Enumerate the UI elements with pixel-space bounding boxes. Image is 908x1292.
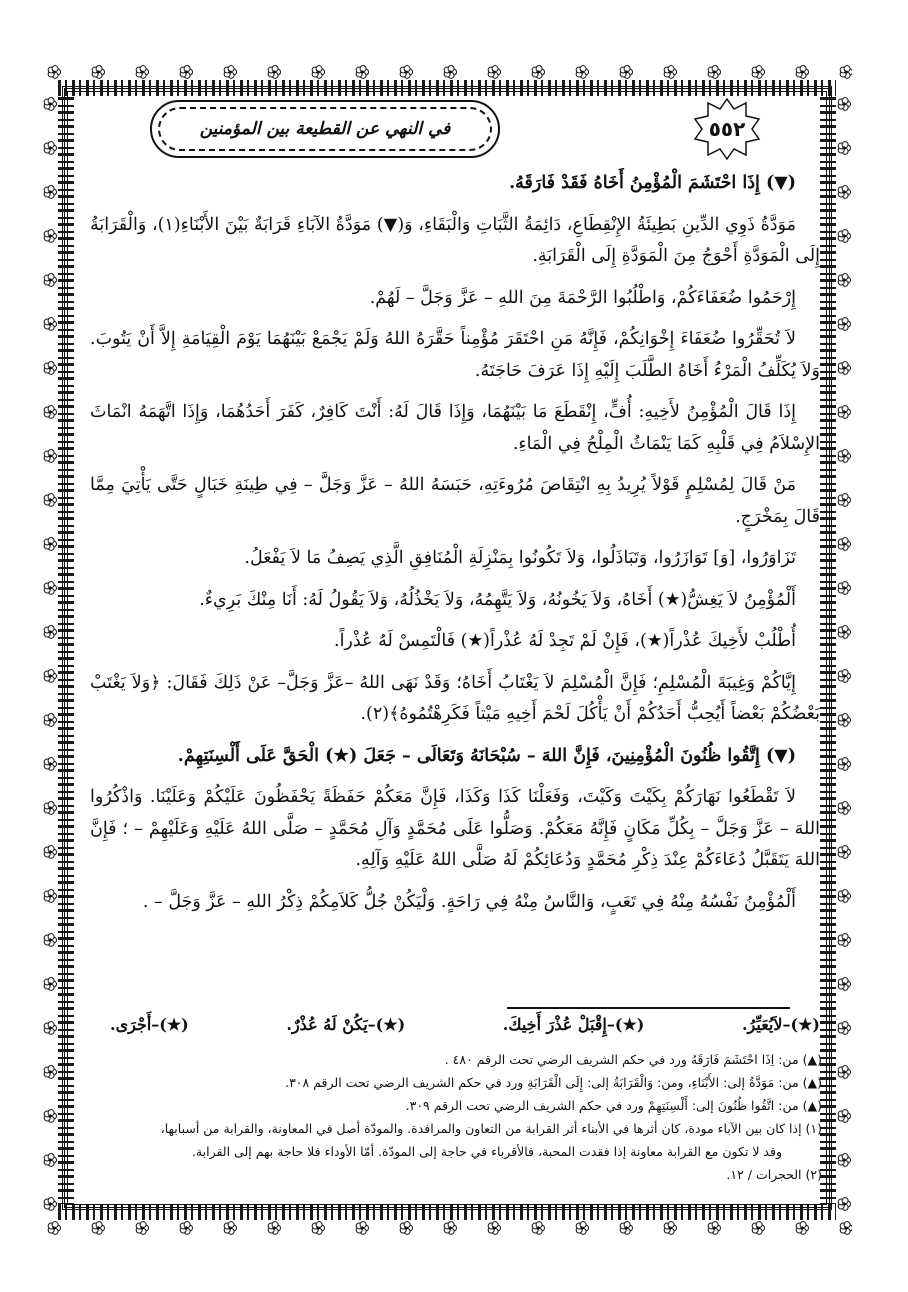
paragraph: أَلْمُؤْمِنُ نَفْسُهُ مِنْهُ فِي تَعَبٍ، وَالنَّاسُ مِنْهُ فِي رَاحَةٍ. وَلْيَكُنْ جُلُّ كَلاَمِكُمْ ذِكْرُ اللهِ – عَزَّ وَجَلَّ – . xyxy=(142,891,796,912)
glossary-item: (★)–أَجْرَى. xyxy=(110,1015,189,1034)
paragraph: (▼) إِذَا احْتَشَمَ الْمُؤْمِنُ أَخَاهُ فَقَدْ فَارَقَهُ. xyxy=(509,173,796,193)
paragraph: إِرْحَمُوا ضُعَفَاءَكُمْ، وَاطْلُبُوا الرَّحْمَةَ مِنَ اللهِ – عَزَّ وَجَلَّ – لَهُمْ. xyxy=(369,287,796,308)
paragraph: (▼) إِتَّقُوا ظُنُونَ الْمُؤْمِنِينَ، فَإِنَّ اللهَ – سُبْحَانَهُ وَتَعَالَى – جَعَلَ (★) الْحَقَّ عَلَى أَلْسِنَتِهِمْ. xyxy=(177,745,796,766)
paragraph: تَزَاوَرُوا، [وَ] تَوَازَرُوا، وَتَبَاذَلُوا، وَلاَ تَكُونُوا بِمَنْزِلَةِ الْمُنَافِقِ الَّذِي يَصِفُ مَا لاَ يَفْعَلُ. xyxy=(244,548,796,568)
paragraph: مَنْ قَالَ لِمُسْلِمٍ قَوْلاً يُرِيدُ بِهِ انْتِقَاصَ مُرُوءَتِهِ، حَبَسَهُ اللهُ – عَزَّ وَجَلَّ – فِي طِينَةِ خَبَالٍ حَتَّى يَأْتِيَ مِمَّا قَالَ بِمَخْرَجٍ. xyxy=(90,475,820,527)
paragraph: لاَ تُحَقِّرُوا ضُعَفَاءَ إِخْوَانِكُمْ، فَإِنَّهُ مَنِ احْتَقَرَ مُؤْمِناً حَقَّرَهُ اللهُ وَلَمْ يَجْمَعْ بَيْنَهُمَا يَوْمَ الْقِيَامَةِ إِلاَّ أَنْ يَتُوبَ. وَلاَ يُكَلِّفُ الْمَرْءُ أَخَاهُ الطَّلَبَ إِلَيْهِ إِذَا عَرَفَ حَاجَتَهُ. xyxy=(90,329,820,381)
main-text xyxy=(90,168,820,928)
footnote: (١) إذا كان بين الآباء مودة، كان أثرها في الأبناء أثر القرابة من التعاون والمرافدة. والمودّة أصل في المعاونة، والقرابة من أسبابها، xyxy=(160,1121,822,1136)
paragraph: إِذَا قَالَ الْمُؤْمِنُ لأَخِيهِ: أُفٍّ، إِنْقَطَعَ مَا بَيْنَهُمَا، وَإِذَا قَالَ لَهُ: أَنْتَ كَافِرٌ، كَفَرَ أَحَدُهُمَا، وَإِذَا اتَّهَمَهُ انْمَاثَ الإِسْلاَمُ فِي قَلْبِهِ كَمَا يَنْمَاثُ الْمِلْحُ فِي الْمَاءِ. xyxy=(90,402,820,454)
footnote: وقد لا تكون مع القرابة معاونة إذا فقدت المحبة، فالأقرباء في حاجة إلى المودّة. أمّا الأوداء فلا حاجة بهم إلى القرابة. xyxy=(191,1144,782,1159)
footnote: (▲) من: مَوَدَّةُ إلى: الأَبْنَاءِ، ومن: وَالْقَرَابَةُ إلى: إِلَى الْقَرَابَةِ ورد في حكم الشريف الرضي تحت الرقم ٣٠٨. xyxy=(285,1075,822,1090)
page-number-badge xyxy=(692,97,762,161)
chapter-title: في النهي عن القطيعة بين المؤمنين xyxy=(199,119,451,139)
footnote: (▲) من: اِذَا احْتَشَمَ فَارَقَهُ ورد في حكم الشريف الرضي تحت الرقم ٤٨٠ . xyxy=(444,1052,822,1067)
footnote: (▲) من: اتَّقُوا ظُنُونَ إلى: أَلْسِنَتِهِمْ ورد في حكم الشريف الرضي تحت الرقم ٣٠٩. xyxy=(405,1098,822,1113)
glossary-item: (★)–يَكُنْ لَهُ عُذْرٌ. xyxy=(286,1015,406,1034)
paragraph: أُطْلُبْ لأَخِيكَ عُذْراً(★)، فَإِنْ لَمْ تَجِدْ لَهُ عُذْراً(★) فَالْتَمِسْ لَهُ عُذْراً. xyxy=(334,631,796,651)
glossary-notes xyxy=(110,1015,820,1045)
page-number: ٥٥٢ xyxy=(708,117,746,141)
footnote: (٢) الحجرات / ١٢. xyxy=(726,1167,822,1182)
paragraph: أَلْمُؤْمِنُ لاَ يَغِشُّ(★) أَخَاهُ، وَلاَ يَخُونُهُ، وَلاَ يَتَّهِمُهُ، وَلاَ يَخْذُلُهُ، وَلاَ يَقُولُ لَهُ: أَنَا مِنْكَ بَرِيءٌ. xyxy=(199,589,796,610)
footnote-separator xyxy=(507,1007,790,1009)
paragraph: إِيَّاكُمْ وَغِيبَةَ الْمُسْلِمِ؛ فَإِنَّ الْمُسْلِمَ لاَ يَغْتَابُ أَخَاهُ؛ وَقَدْ نَهَى اللهُ –عَزَّ وَجَلَّ– عَنْ ذَلِكَ فَقَالَ: ﴿وَلاَ يَغْتَبْ بَعْضُكُمْ بَعْضاً أَيُحِبُّ أَحَدُكُمْ أَنْ يَأْكُلَ لَحْمَ أَخِيهِ مَيْتاً فَكَرِهْتُمُوهُ﴾(٢). xyxy=(90,672,820,724)
paragraph: مَوَدَّةُ ذَوِي الدِّينِ بَطِيئَةُ الإِنْقِطَاعِ، دَائِمَةُ الثَّبَاتِ وَالْبَقَاءِ، وَ(▼) مَوَدَّةُ الآبَاءِ قَرَابَةٌ بَيْنَ الأَبْنَاءِ(١)، وَالْقَرَابَةُ إِلَى الْمَوَدَّةِ أَحْوَجُ مِنَ الْمَوَدَّةِ إِلَى الْقَرَابَةِ. xyxy=(90,214,820,266)
paragraph: لاَ تَقْطَعُوا نَهَارَكُمْ بِكَيْتَ وَكَيْتَ، وَفَعَلْنَا كَذَا وَكَذَا، فَإِنَّ مَعَكُمْ حَفَظَةً يَحْفَظُونَ عَلَيْكُمْ وَعَلَيْنَا. وَاذْكُرُوا اللهَ – عَزَّ وَجَلَّ – بِكُلِّ مَكَانٍ فَإِنَّهُ مَعَكُمْ. وَصَلُّوا عَلَى مُحَمَّدٍ وَآلِ مُحَمَّدٍ – صَلَّى اللهُ عَلَيْهِ وَعَلَيْهِمْ – ؛ فَإِنَّ اللهَ يَتَقَبَّلُ دُعَاءَكُمْ عِنْدَ ذِكْرِ مُحَمَّدٍ وَدُعَائِكُمْ لَهُ صَلَّى اللهُ عَلَيْهِ وَآلِهِ. xyxy=(90,787,820,870)
glossary-item: (★)–إِقْبَلْ عُذْرَ أَخِيكَ. xyxy=(502,1015,645,1034)
glossary-item: (★)–لاَيُعَيِّرُ. xyxy=(741,1015,820,1034)
footnotes xyxy=(92,1048,822,1186)
chapter-title-cartouche xyxy=(150,100,500,158)
